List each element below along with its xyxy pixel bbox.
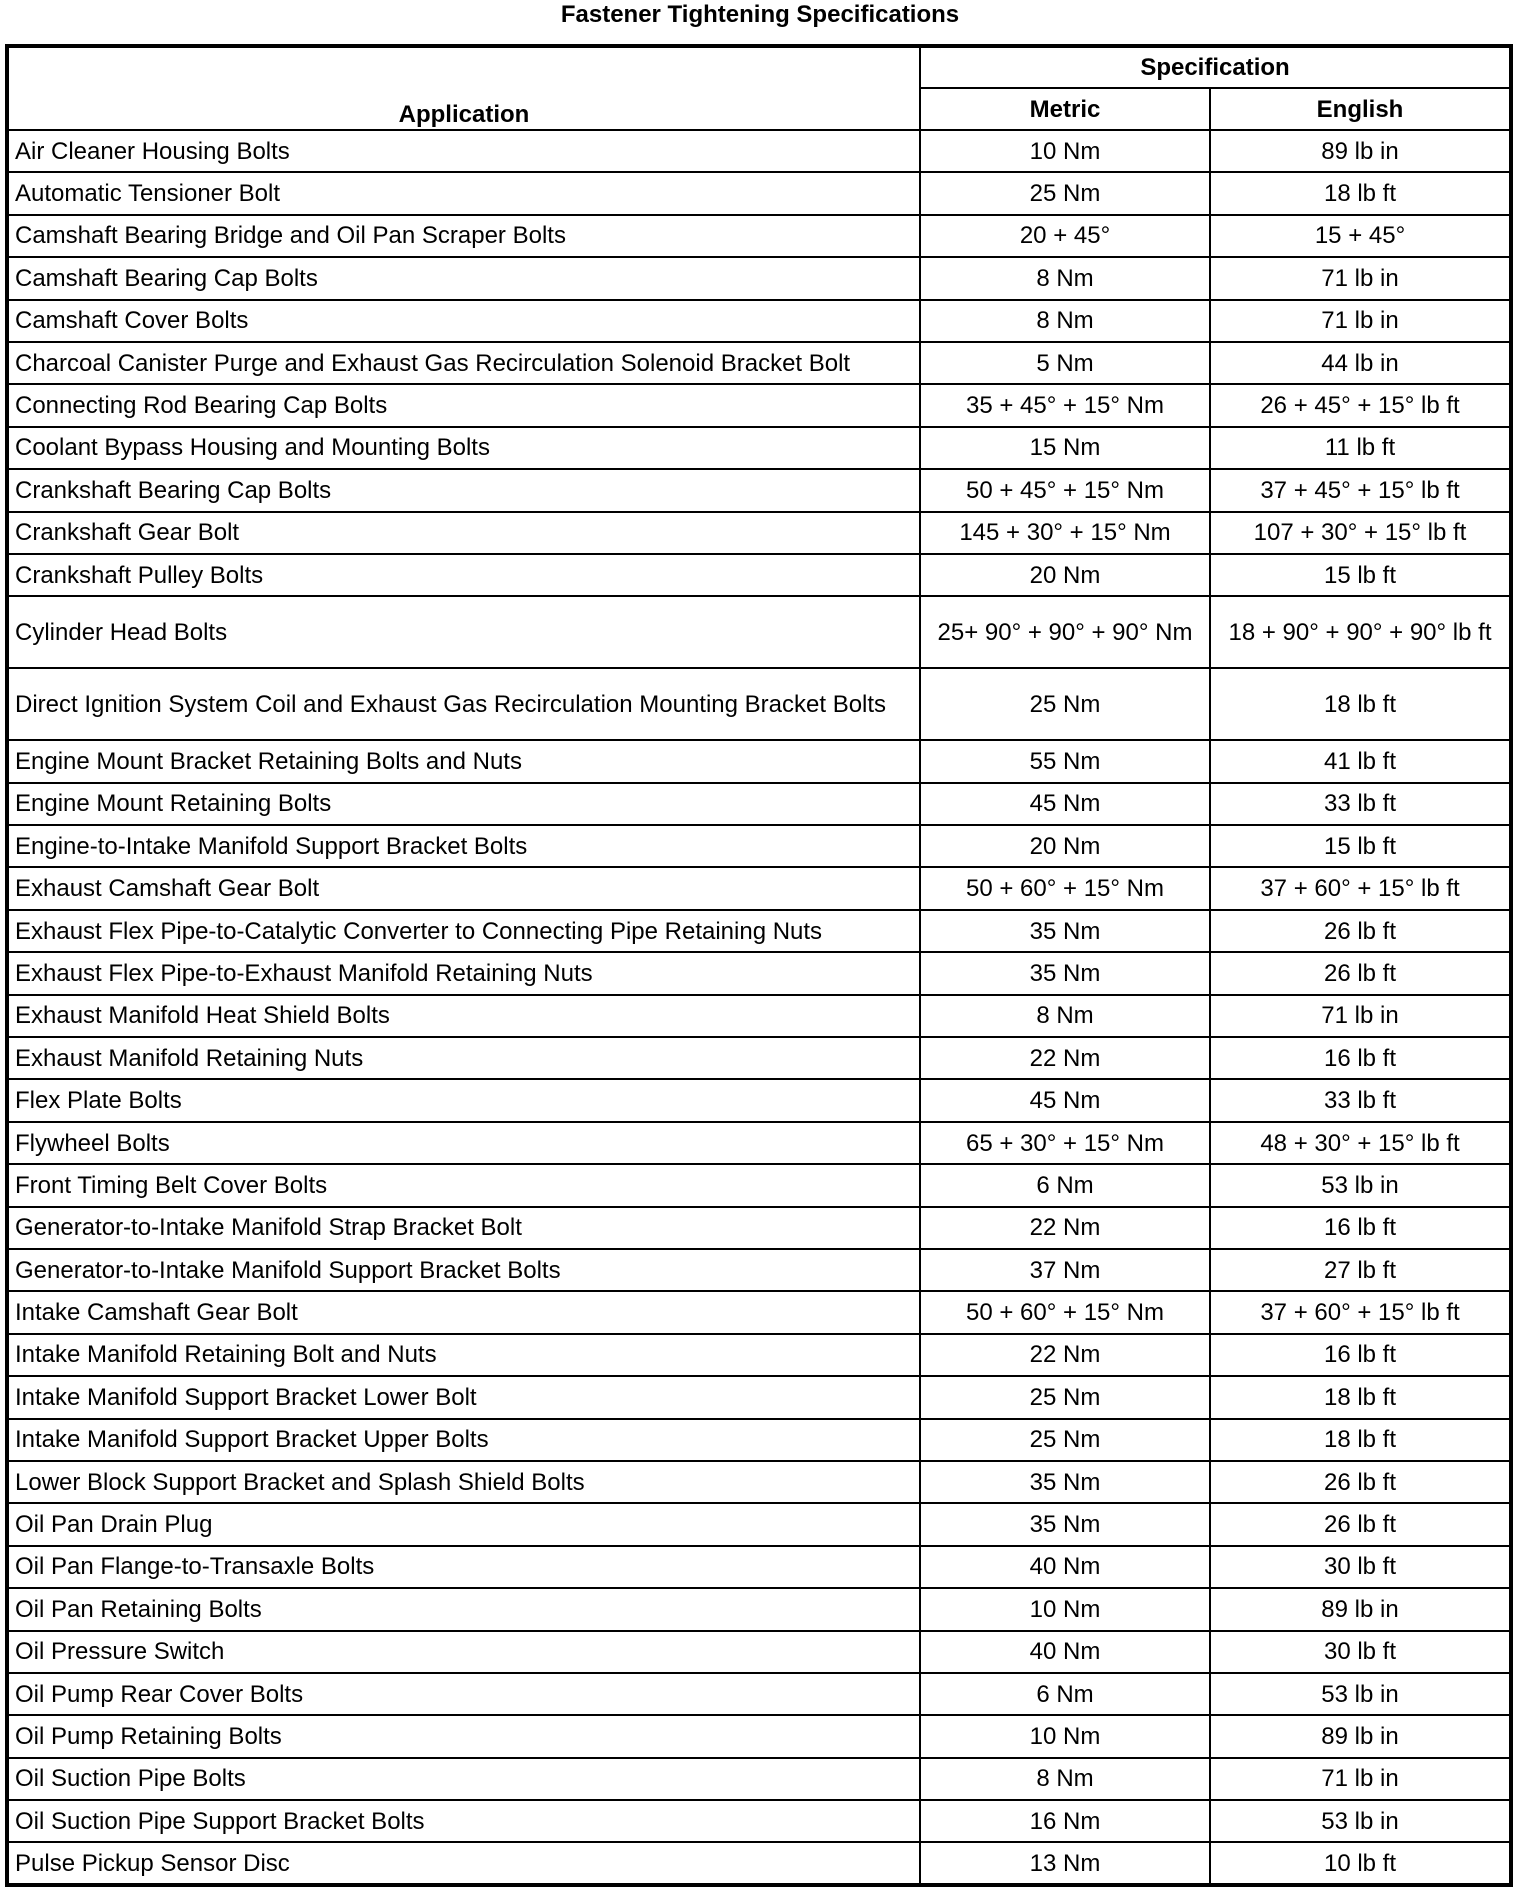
english-cell: 30 lb ft — [1210, 1631, 1511, 1673]
application-cell: Crankshaft Gear Bolt — [7, 512, 920, 554]
metric-cell: 50 + 60° + 15° Nm — [920, 1291, 1210, 1333]
application-cell: Oil Suction Pipe Bolts — [7, 1758, 920, 1800]
english-cell: 89 lb in — [1210, 1715, 1511, 1757]
application-cell: Flex Plate Bolts — [7, 1079, 920, 1121]
metric-cell: 8 Nm — [920, 995, 1210, 1037]
application-cell: Oil Pan Retaining Bolts — [7, 1588, 920, 1630]
application-cell: Cylinder Head Bolts — [7, 596, 920, 668]
table-row — [7, 1503, 1511, 1545]
application-cell: Engine Mount Retaining Bolts — [7, 783, 920, 825]
metric-cell: 35 Nm — [920, 952, 1210, 994]
table-row — [7, 384, 1511, 426]
table-row — [7, 342, 1511, 384]
metric-cell: 55 Nm — [920, 740, 1210, 782]
application-cell: Charcoal Canister Purge and Exhaust Gas Recirculation Solenoid Bracket Bolt — [7, 342, 920, 384]
english-cell: 26 + 45° + 15° lb ft — [1210, 384, 1511, 426]
english-cell: 53 lb in — [1210, 1673, 1511, 1715]
metric-cell: 8 Nm — [920, 300, 1210, 342]
english-cell: 15 + 45° — [1210, 215, 1511, 257]
table-row — [7, 1715, 1511, 1757]
table-row — [7, 1546, 1511, 1588]
application-cell: Intake Manifold Retaining Bolt and Nuts — [7, 1334, 920, 1376]
english-cell: 16 lb ft — [1210, 1207, 1511, 1249]
application-cell: Lower Block Support Bracket and Splash Shield Bolts — [7, 1461, 920, 1503]
application-cell: Camshaft Cover Bolts — [7, 300, 920, 342]
application-cell: Engine Mount Bracket Retaining Bolts and Nuts — [7, 740, 920, 782]
metric-cell: 5 Nm — [920, 342, 1210, 384]
application-cell: Intake Manifold Support Bracket Upper Bolts — [7, 1419, 920, 1461]
table-row — [7, 1249, 1511, 1291]
english-cell: 26 lb ft — [1210, 910, 1511, 952]
application-cell: Coolant Bypass Housing and Mounting Bolts — [7, 427, 920, 469]
application-cell: Camshaft Bearing Bridge and Oil Pan Scraper Bolts — [7, 215, 920, 257]
application-cell: Engine-to-Intake Manifold Support Bracket Bolts — [7, 825, 920, 867]
table-row — [7, 1842, 1511, 1884]
table-row — [7, 1631, 1511, 1673]
table-row — [7, 427, 1511, 469]
table-row — [7, 130, 1511, 172]
english-cell: 18 + 90° + 90° + 90° lb ft — [1210, 596, 1511, 668]
english-cell: 18 lb ft — [1210, 1376, 1511, 1418]
metric-cell: 22 Nm — [920, 1037, 1210, 1079]
metric-cell: 35 Nm — [920, 1461, 1210, 1503]
metric-cell: 8 Nm — [920, 257, 1210, 299]
application-cell: Front Timing Belt Cover Bolts — [7, 1164, 920, 1206]
table-row — [7, 1164, 1511, 1206]
metric-cell: 10 Nm — [920, 130, 1210, 172]
table-row — [7, 1758, 1511, 1800]
english-cell: 26 lb ft — [1210, 952, 1511, 994]
column-header-metric: Metric — [920, 88, 1210, 130]
metric-cell: 45 Nm — [920, 783, 1210, 825]
english-cell: 41 lb ft — [1210, 740, 1511, 782]
application-cell: Oil Pan Flange-to-Transaxle Bolts — [7, 1546, 920, 1588]
metric-cell: 22 Nm — [920, 1207, 1210, 1249]
application-cell: Connecting Rod Bearing Cap Bolts — [7, 384, 920, 426]
application-cell: Generator-to-Intake Manifold Support Bracket Bolts — [7, 1249, 920, 1291]
table-row — [7, 952, 1511, 994]
metric-cell: 50 + 60° + 15° Nm — [920, 867, 1210, 909]
application-cell: Exhaust Camshaft Gear Bolt — [7, 867, 920, 909]
english-cell: 33 lb ft — [1210, 783, 1511, 825]
metric-cell: 20 Nm — [920, 554, 1210, 596]
application-cell: Air Cleaner Housing Bolts — [7, 130, 920, 172]
table-body — [7, 130, 1511, 1885]
english-cell: 53 lb in — [1210, 1800, 1511, 1842]
metric-cell: 25 Nm — [920, 1376, 1210, 1418]
application-cell: Exhaust Manifold Retaining Nuts — [7, 1037, 920, 1079]
application-cell: Pulse Pickup Sensor Disc — [7, 1842, 920, 1884]
column-header-specification: Specification — [920, 46, 1511, 88]
table-row — [7, 172, 1511, 214]
application-cell: Oil Suction Pipe Support Bracket Bolts — [7, 1800, 920, 1842]
table-row — [7, 1588, 1511, 1630]
metric-cell: 50 + 45° + 15° Nm — [920, 469, 1210, 511]
metric-cell: 37 Nm — [920, 1249, 1210, 1291]
english-cell: 71 lb in — [1210, 257, 1511, 299]
english-cell: 18 lb ft — [1210, 1419, 1511, 1461]
english-cell: 37 + 45° + 15° lb ft — [1210, 469, 1511, 511]
table-row — [7, 1079, 1511, 1121]
english-cell: 26 lb ft — [1210, 1503, 1511, 1545]
english-cell: 71 lb in — [1210, 1758, 1511, 1800]
english-cell: 27 lb ft — [1210, 1249, 1511, 1291]
english-cell: 89 lb in — [1210, 1588, 1511, 1630]
metric-cell: 10 Nm — [920, 1588, 1210, 1630]
table-row — [7, 783, 1511, 825]
table-row — [7, 554, 1511, 596]
application-cell: Exhaust Manifold Heat Shield Bolts — [7, 995, 920, 1037]
english-cell: 30 lb ft — [1210, 1546, 1511, 1588]
application-cell: Intake Camshaft Gear Bolt — [7, 1291, 920, 1333]
table-row — [7, 1461, 1511, 1503]
metric-cell: 8 Nm — [920, 1758, 1210, 1800]
table-row — [7, 469, 1511, 511]
table-row — [7, 1800, 1511, 1842]
table-row — [7, 1122, 1511, 1164]
english-cell: 107 + 30° + 15° lb ft — [1210, 512, 1511, 554]
table-row — [7, 910, 1511, 952]
application-cell: Camshaft Bearing Cap Bolts — [7, 257, 920, 299]
table-row — [7, 1673, 1511, 1715]
metric-cell: 13 Nm — [920, 1842, 1210, 1884]
application-cell: Exhaust Flex Pipe-to-Catalytic Converter to Connecting Pipe Retaining Nuts — [7, 910, 920, 952]
table-row — [7, 596, 1511, 668]
english-cell: 16 lb ft — [1210, 1037, 1511, 1079]
metric-cell: 145 + 30° + 15° Nm — [920, 512, 1210, 554]
metric-cell: 20 Nm — [920, 825, 1210, 867]
metric-cell: 25+ 90° + 90° + 90° Nm — [920, 596, 1210, 668]
table-row — [7, 512, 1511, 554]
english-cell: 53 lb in — [1210, 1164, 1511, 1206]
english-cell: 37 + 60° + 15° lb ft — [1210, 1291, 1511, 1333]
metric-cell: 6 Nm — [920, 1164, 1210, 1206]
english-cell: 48 + 30° + 15° lb ft — [1210, 1122, 1511, 1164]
application-cell: Exhaust Flex Pipe-to-Exhaust Manifold Retaining Nuts — [7, 952, 920, 994]
fastener-spec-table — [5, 44, 1513, 1887]
metric-cell: 22 Nm — [920, 1334, 1210, 1376]
application-cell: Crankshaft Bearing Cap Bolts — [7, 469, 920, 511]
table-row — [7, 740, 1511, 782]
metric-cell: 15 Nm — [920, 427, 1210, 469]
application-cell: Automatic Tensioner Bolt — [7, 172, 920, 214]
english-cell: 15 lb ft — [1210, 554, 1511, 596]
metric-cell: 10 Nm — [920, 1715, 1210, 1757]
table-row — [7, 257, 1511, 299]
metric-cell: 45 Nm — [920, 1079, 1210, 1121]
column-header-application: Application — [7, 46, 920, 130]
table-row — [7, 1037, 1511, 1079]
table-row — [7, 215, 1511, 257]
metric-cell: 35 Nm — [920, 1503, 1210, 1545]
metric-cell: 35 Nm — [920, 910, 1210, 952]
table-row — [7, 1419, 1511, 1461]
english-cell: 11 lb ft — [1210, 427, 1511, 469]
application-cell: Oil Pump Rear Cover Bolts — [7, 1673, 920, 1715]
english-cell: 44 lb in — [1210, 342, 1511, 384]
table-row — [7, 825, 1511, 867]
english-cell: 18 lb ft — [1210, 668, 1511, 740]
column-header-english: English — [1210, 88, 1511, 130]
table-row — [7, 1207, 1511, 1249]
application-cell: Flywheel Bolts — [7, 1122, 920, 1164]
metric-cell: 40 Nm — [920, 1546, 1210, 1588]
english-cell: 10 lb ft — [1210, 1842, 1511, 1884]
english-cell: 37 + 60° + 15° lb ft — [1210, 867, 1511, 909]
table-row — [7, 995, 1511, 1037]
metric-cell: 40 Nm — [920, 1631, 1210, 1673]
metric-cell: 25 Nm — [920, 668, 1210, 740]
application-cell: Direct Ignition System Coil and Exhaust Gas Recirculation Mounting Bracket Bolts — [7, 668, 920, 740]
english-cell: 18 lb ft — [1210, 172, 1511, 214]
table-row — [7, 668, 1511, 740]
page-title: Fastener Tightening Specifications — [560, 1, 960, 28]
table-row — [7, 867, 1511, 909]
english-cell: 33 lb ft — [1210, 1079, 1511, 1121]
application-cell: Intake Manifold Support Bracket Lower Bolt — [7, 1376, 920, 1418]
metric-cell: 65 + 30° + 15° Nm — [920, 1122, 1210, 1164]
metric-cell: 25 Nm — [920, 172, 1210, 214]
metric-cell: 35 + 45° + 15° Nm — [920, 384, 1210, 426]
table-row — [7, 1291, 1511, 1333]
table-row — [7, 1334, 1511, 1376]
english-cell: 15 lb ft — [1210, 825, 1511, 867]
application-cell: Oil Pressure Switch — [7, 1631, 920, 1673]
english-cell: 16 lb ft — [1210, 1334, 1511, 1376]
application-cell: Oil Pan Drain Plug — [7, 1503, 920, 1545]
metric-cell: 16 Nm — [920, 1800, 1210, 1842]
metric-cell: 25 Nm — [920, 1419, 1210, 1461]
metric-cell: 6 Nm — [920, 1673, 1210, 1715]
table-row — [7, 300, 1511, 342]
english-cell: 71 lb in — [1210, 300, 1511, 342]
english-cell: 71 lb in — [1210, 995, 1511, 1037]
application-cell: Oil Pump Retaining Bolts — [7, 1715, 920, 1757]
english-cell: 26 lb ft — [1210, 1461, 1511, 1503]
application-cell: Generator-to-Intake Manifold Strap Bracket Bolt — [7, 1207, 920, 1249]
application-cell: Crankshaft Pulley Bolts — [7, 554, 920, 596]
english-cell: 89 lb in — [1210, 130, 1511, 172]
metric-cell: 20 + 45° — [920, 215, 1210, 257]
table-row — [7, 1376, 1511, 1418]
